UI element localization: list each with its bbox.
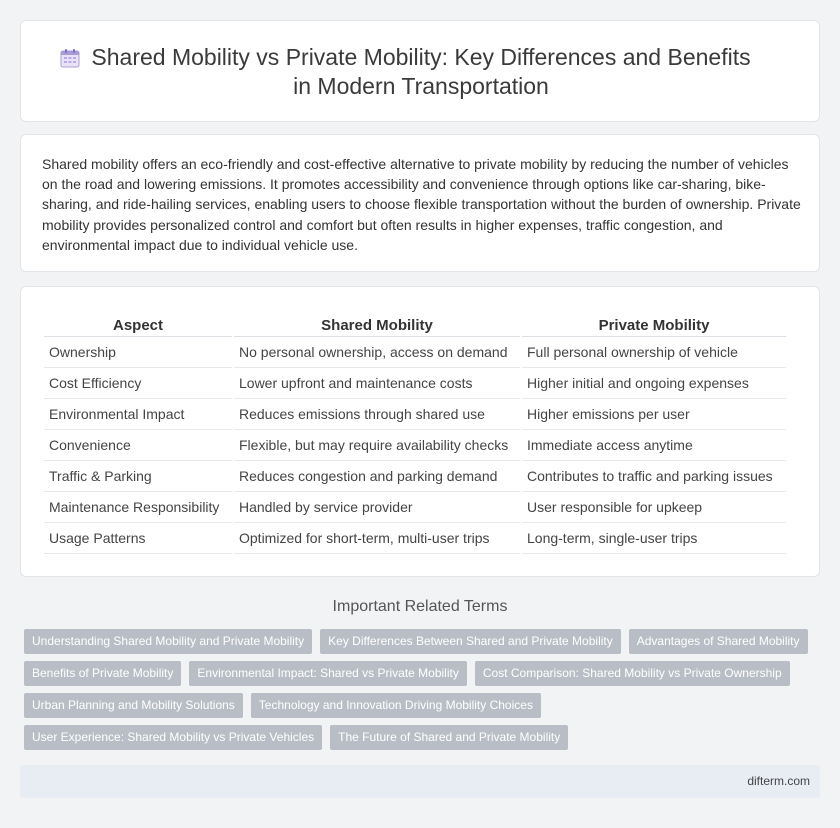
related-term-tag[interactable]: Technology and Innovation Driving Mobility Choices: [251, 693, 541, 718]
cell-shared: No personal ownership, access on demand: [234, 337, 520, 368]
cell-private: Higher initial and ongoing expenses: [522, 368, 786, 399]
cell-shared: Optimized for short-term, multi-user trips: [234, 523, 520, 554]
cell-private: Higher emissions per user: [522, 399, 786, 430]
site-name[interactable]: difterm.com: [747, 774, 810, 788]
cell-shared: Handled by service provider: [234, 492, 520, 523]
table-header-row: [44, 313, 786, 337]
related-term-tag[interactable]: Environmental Impact: Shared vs Private Mobility: [189, 661, 466, 686]
cell-private: User responsible for upkeep: [522, 492, 786, 523]
header-card: [20, 20, 820, 122]
cell-shared: Flexible, but may require availability checks: [234, 430, 520, 461]
footer-bar: [20, 765, 820, 798]
table-row: [44, 492, 786, 523]
cell-aspect: Usage Patterns: [44, 523, 232, 554]
cell-aspect: Environmental Impact: [44, 399, 232, 430]
related-term-tag[interactable]: Urban Planning and Mobility Solutions: [24, 693, 243, 718]
related-term-tag[interactable]: The Future of Shared and Private Mobility: [330, 725, 568, 750]
table-row: [44, 337, 786, 368]
table-row: [44, 368, 786, 399]
page-title-line-2: in Modern Transportation: [293, 73, 549, 99]
cell-private: Long-term, single-user trips: [522, 523, 786, 554]
page-title-line-1: Shared Mobility vs Private Mobility: Key Differences and Benefits: [91, 44, 751, 70]
related-term-tag[interactable]: User Experience: Shared Mobility vs Private Vehicles: [24, 725, 322, 750]
related-terms-list: [24, 629, 824, 757]
related-term-tag[interactable]: Cost Comparison: Shared Mobility vs Private Ownership: [475, 661, 790, 686]
cell-shared: Reduces emissions through shared use: [234, 399, 520, 430]
intro-card: [20, 134, 820, 272]
related-term-tag[interactable]: Advantages of Shared Mobility: [629, 629, 808, 654]
related-term-tag[interactable]: Benefits of Private Mobility: [24, 661, 181, 686]
comparison-table-card: [20, 286, 820, 577]
cell-aspect: Traffic & Parking: [44, 461, 232, 492]
related-term-tag[interactable]: Understanding Shared Mobility and Private Mobility: [24, 629, 312, 654]
cell-aspect: Maintenance Responsibility: [44, 492, 232, 523]
cell-private: Full personal ownership of vehicle: [522, 337, 786, 368]
related-terms-heading: Important Related Terms: [332, 598, 508, 615]
table-row: [44, 523, 786, 554]
header-private-mobility: Private Mobility: [522, 313, 786, 337]
table-row: [44, 399, 786, 430]
table-row: [44, 430, 786, 461]
header-shared-mobility: Shared Mobility: [234, 313, 520, 337]
header-aspect: Aspect: [44, 313, 232, 337]
cell-aspect: Convenience: [44, 430, 232, 461]
cell-shared: Lower upfront and maintenance costs: [234, 368, 520, 399]
page-title: [91, 43, 750, 101]
cell-private: Immediate access anytime: [522, 430, 786, 461]
related-term-tag[interactable]: Key Differences Between Shared and Private Mobility: [320, 629, 621, 654]
intro-paragraph: Shared mobility offers an eco-friendly and cost-effective alternative to private mobility by reducing the number of vehicles on the road and lowering emissions. It promotes accessibility and convenience through options like car-sharing, bike-sharing, and ride-hailing services, enabling users to choose flexible transportation without the burden of ownership. Private mobility provides personalized control and comfort but often results in higher expenses, traffic congestion, and environmental impact due to individual vehicle use.: [42, 156, 801, 253]
cell-private: Contributes to traffic and parking issues: [522, 461, 786, 492]
table-row: [44, 461, 786, 492]
cell-aspect: Cost Efficiency: [44, 368, 232, 399]
cell-shared: Reduces congestion and parking demand: [234, 461, 520, 492]
comparison-table: [42, 313, 788, 554]
cell-aspect: Ownership: [44, 337, 232, 368]
